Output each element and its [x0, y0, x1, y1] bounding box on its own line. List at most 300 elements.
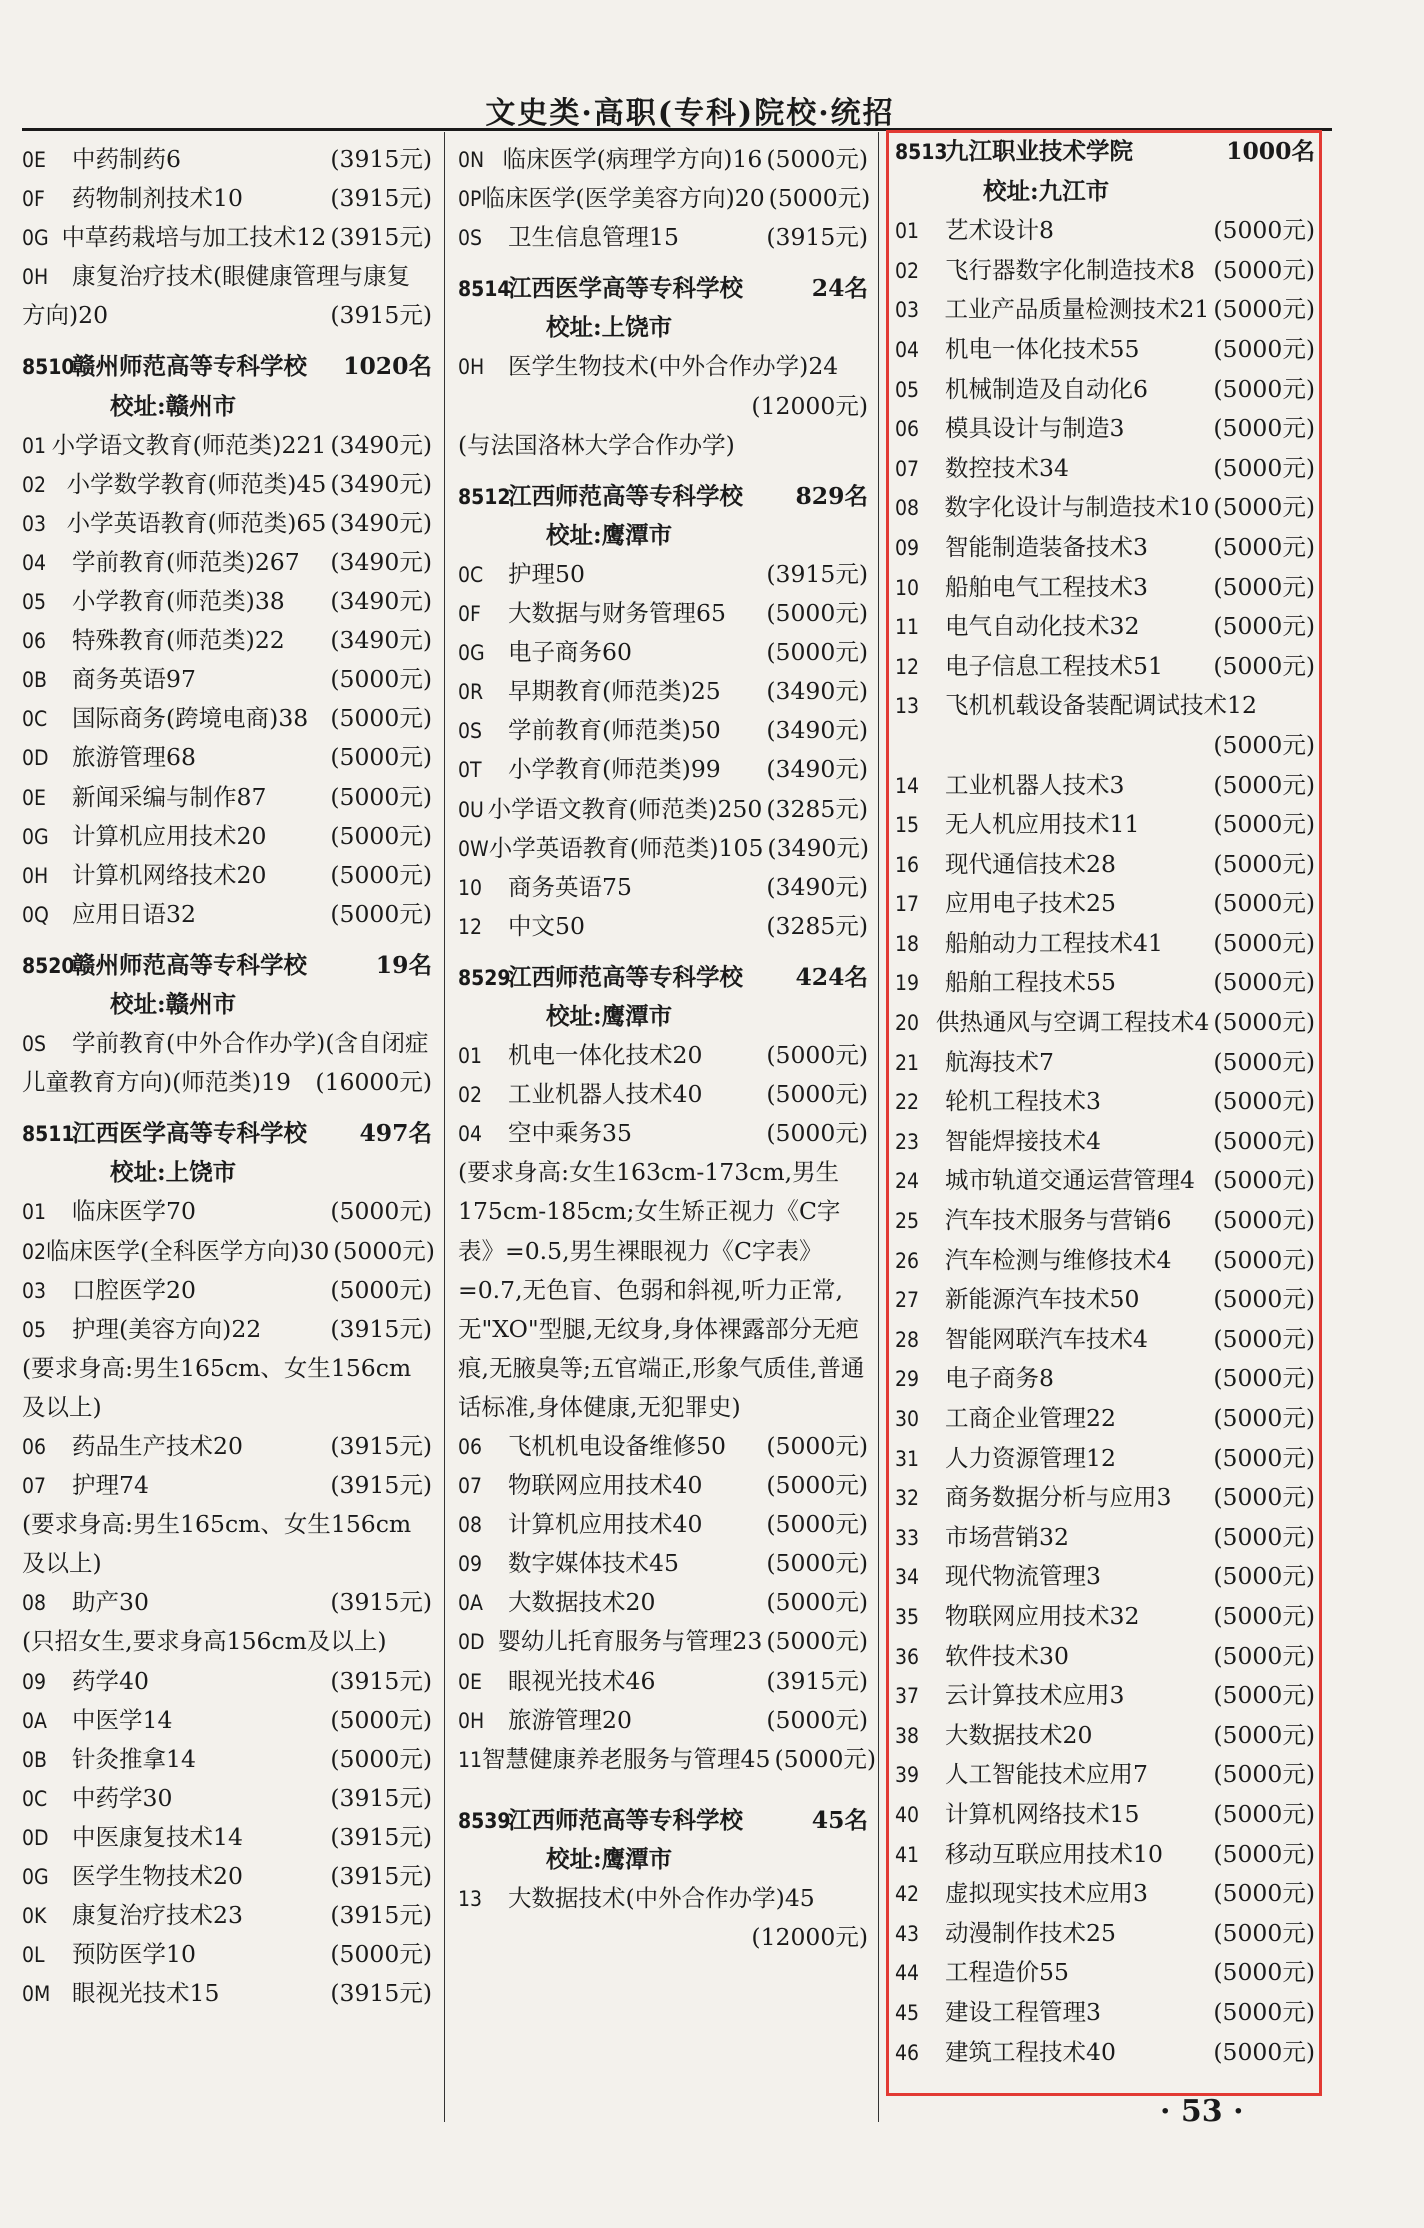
program-name: 汽车检测与维修技术4 — [945, 1245, 1172, 1274]
program-name: 汽车技术服务与营销6 — [945, 1206, 1172, 1235]
wrapped-program — [22, 1024, 432, 1102]
program-code: 06 — [458, 1435, 483, 1459]
program-code: 05 — [895, 377, 920, 402]
program-row — [895, 488, 1315, 528]
program-name: 药物制剂技术10 — [72, 184, 243, 213]
program-fee: (5000元) — [1213, 730, 1315, 759]
program-fee: (5000元) — [1213, 651, 1315, 680]
program-code: 22 — [895, 1090, 920, 1115]
program-fee: (3915元) — [330, 1432, 432, 1460]
program-code: 09 — [22, 1669, 47, 1694]
program-code: 02 — [22, 472, 47, 497]
program-code: 0S — [458, 226, 483, 251]
program-row — [22, 699, 432, 738]
program-name: 计算机应用技术20 — [72, 821, 267, 850]
program-row — [22, 1310, 432, 1349]
program-row — [458, 750, 868, 789]
program-row — [895, 1597, 1315, 1637]
program-fee: (3915元) — [330, 1783, 432, 1812]
program-fee: (5000元) — [330, 704, 432, 733]
program-code: 37 — [895, 1684, 920, 1709]
program-code: 0B — [22, 1747, 47, 1772]
program-fee: (5000元) — [1213, 572, 1315, 601]
program-row — [22, 1466, 432, 1505]
program-fee: (5000元) — [1213, 889, 1315, 918]
program-code: 05 — [22, 590, 47, 615]
column-3 — [895, 132, 1315, 2072]
program-row — [458, 790, 868, 829]
program-name: 智慧健康养老服务与管理45 — [482, 1744, 771, 1773]
program-code: 12 — [895, 654, 920, 679]
program-row — [22, 1271, 432, 1310]
program-row — [22, 738, 432, 777]
program-fee: (5000元) — [1213, 334, 1315, 363]
program-fee: (3285元) — [766, 911, 868, 940]
program-fee: (3915元) — [330, 184, 432, 213]
program-row — [22, 543, 432, 582]
program-fee: (5000元) — [1213, 216, 1315, 245]
school-code: 8510 — [22, 355, 75, 380]
program-name: 助产30 — [72, 1588, 149, 1617]
program-row — [458, 1701, 868, 1740]
school-code: 8539 — [458, 1808, 511, 1833]
column-1 — [22, 140, 435, 2013]
requirement-note: (要求身高:女生163cm-173cm,男生175cm-185cm;女生矫正视力《C字表》=0.5,男生裸眼视力《C字表》=0.7,无色盲、色弱和斜视,听力正常,无"XO"型腿,无纹身,身体裸露部分无疤痕,无腋臭等;五官端正,形象气质佳,普通话标准,身体健康,无犯罪史) — [458, 1158, 865, 1421]
program-name: 学前教育(中外合作办学)(含自闭症 — [72, 1029, 429, 1058]
program-fee: (5000元) — [1213, 1879, 1315, 1908]
program-name: 中文50 — [508, 911, 585, 940]
program-code: 03 — [895, 298, 920, 323]
program-name: 婴幼儿托育服务与管理23 — [497, 1627, 763, 1656]
program-fee: (5000元) — [1213, 1522, 1315, 1551]
program-row — [895, 1953, 1315, 1993]
program-row — [895, 924, 1315, 964]
program-code: 03 — [22, 511, 47, 536]
program-row — [458, 140, 868, 179]
program-name: 智能网联汽车技术4 — [945, 1324, 1148, 1353]
program-name: 人力资源管理12 — [945, 1443, 1116, 1472]
program-row — [895, 805, 1315, 845]
program-fee: (5000元) — [1213, 1641, 1315, 1670]
program-fee: (12000元) — [751, 391, 868, 420]
program-row — [22, 1857, 432, 1896]
program-code: 13 — [895, 694, 920, 719]
program-row — [895, 1795, 1315, 1835]
program-name: 预防医学10 — [72, 1940, 196, 1969]
program-name: 移动互联应用技术10 — [945, 1839, 1163, 1868]
program-fee: (5000元) — [1213, 255, 1315, 284]
program-code: 0H — [458, 355, 485, 380]
program-fee: (3490元) — [330, 587, 432, 616]
program-name: 无人机应用技术11 — [945, 810, 1140, 839]
program-row — [895, 1993, 1315, 2033]
program-list — [895, 211, 1315, 686]
program-name: 旅游管理20 — [508, 1705, 632, 1734]
program-row — [895, 1003, 1315, 1043]
program-name: 针灸推拿14 — [72, 1744, 196, 1773]
program-name: 大数据技术(中外合作办学)45 — [508, 1884, 815, 1913]
program-name: 中医学14 — [72, 1705, 173, 1734]
program-row — [895, 1478, 1315, 1518]
program-row — [22, 582, 432, 621]
program-code: 04 — [458, 1122, 483, 1147]
program-code: 09 — [895, 535, 920, 560]
program-name: 工程造价55 — [945, 1958, 1069, 1987]
program-fee: (3915元) — [330, 145, 432, 173]
school-name: 江西师范高等专科学校 — [508, 1805, 743, 1834]
program-fee: (5000元) — [1213, 849, 1315, 878]
program-fee: (5000元) — [1213, 1364, 1315, 1393]
program-code: 0F — [22, 187, 45, 212]
school-code: 8520 — [22, 953, 75, 978]
program-list — [22, 1192, 435, 1348]
program-name: 商务数据分析与应用3 — [945, 1483, 1172, 1512]
program-list — [458, 1036, 868, 1153]
program-code: 0F — [458, 602, 481, 627]
program-code: 0T — [458, 758, 482, 783]
program-row — [895, 290, 1315, 330]
school-name: 江西师范高等专科学校 — [508, 962, 743, 991]
program-code: 0W — [458, 836, 489, 861]
program-code: 14 — [895, 773, 920, 798]
program-code: 46 — [895, 2040, 920, 2065]
program-fee: (5000元) — [330, 1940, 432, 1969]
program-row — [895, 1320, 1315, 1360]
program-code: 15 — [895, 813, 920, 838]
program-name: 船舶动力工程技术41 — [945, 928, 1163, 957]
program-code: 0L — [22, 1943, 45, 1968]
program-name: 旅游管理68 — [72, 743, 196, 772]
program-row — [895, 1043, 1315, 1083]
program-code: 01 — [895, 219, 920, 244]
program-row — [895, 1399, 1315, 1439]
program-list — [895, 766, 1315, 2073]
program-name: 医学生物技术20 — [72, 1862, 243, 1891]
program-fee: (5000元) — [768, 184, 871, 213]
program-code: 10 — [458, 875, 483, 900]
program-code: 13 — [458, 1887, 483, 1912]
program-name: 人工智能技术应用7 — [945, 1760, 1148, 1789]
school-location: 校址:鹰潭市 — [546, 1001, 673, 1030]
program-fee: (5000元) — [1213, 1681, 1315, 1710]
program-code: 0G — [458, 641, 485, 666]
program-row — [458, 1544, 868, 1583]
school-header — [458, 269, 868, 308]
program-fee: (3285元) — [766, 794, 868, 823]
program-row — [22, 1662, 432, 1701]
program-name: 电子商务60 — [508, 638, 632, 667]
program-row — [895, 647, 1315, 687]
program-fee: (3490元) — [330, 430, 432, 459]
program-name: 大数据技术20 — [945, 1720, 1093, 1749]
program-code: 33 — [895, 1525, 920, 1550]
program-row — [895, 1359, 1315, 1399]
program-code: 0C — [458, 562, 484, 587]
program-row — [22, 1192, 432, 1231]
program-fee: (5000元) — [330, 899, 432, 928]
program-fee: (5000元) — [766, 145, 868, 173]
school-header — [458, 477, 868, 516]
program-row — [895, 1439, 1315, 1479]
school-name: 赣州师范高等专科学校 — [72, 950, 307, 979]
program-code: 06 — [22, 1435, 47, 1459]
program-name: 小学数学教育(师范类)45 — [66, 469, 327, 498]
program-name: 机电一体化技术20 — [508, 1041, 703, 1070]
program-name: 计算机网络技术15 — [945, 1799, 1140, 1828]
program-code: 10 — [895, 575, 920, 600]
program-row — [458, 829, 868, 868]
column-divider — [878, 132, 879, 2122]
school-quota: 1000名 — [1226, 137, 1315, 165]
school-quota: 24名 — [811, 274, 868, 303]
program-code: 0P — [458, 187, 482, 212]
program-fee: (3915元) — [330, 1588, 432, 1617]
program-name: 小学英语教育(师范类)105 — [488, 833, 764, 862]
program-code: 12 — [458, 914, 483, 939]
program-fee: (3915元) — [330, 1862, 432, 1891]
program-fee: (5000元) — [766, 1627, 868, 1656]
program-row — [22, 817, 432, 856]
program-name: 中药制药6 — [72, 145, 181, 173]
program-name: 中医康复技术14 — [72, 1822, 243, 1851]
program-row — [22, 621, 432, 660]
school-location: 校址:赣州市 — [110, 989, 237, 1018]
program-fee: (3490元) — [767, 833, 870, 862]
program-code: 07 — [458, 1474, 483, 1499]
school-code: 8514 — [458, 277, 511, 302]
program-fee: (12000元) — [751, 1923, 868, 1952]
program-name: 工业机器人技术3 — [945, 770, 1125, 799]
school-header — [458, 1801, 868, 1840]
program-code: 07 — [895, 456, 920, 481]
program-fee: (5000元) — [766, 1705, 868, 1734]
program-row — [458, 1740, 877, 1779]
program-name: 轮机工程技术3 — [945, 1087, 1101, 1116]
program-fee: (5000元) — [1213, 374, 1315, 403]
school-header — [22, 946, 432, 985]
program-name: 康复治疗技术23 — [72, 1901, 243, 1930]
program-code: 45 — [895, 2000, 920, 2025]
program-name: 大数据与财务管理65 — [508, 599, 726, 628]
program-row — [895, 884, 1315, 924]
program-name: 护理74 — [72, 1471, 149, 1500]
program-code: 04 — [22, 550, 47, 575]
program-name: 护理50 — [508, 559, 585, 588]
program-row — [458, 1505, 868, 1544]
program-row — [458, 594, 868, 633]
program-fee: (5000元) — [1213, 1839, 1315, 1868]
program-name: 机械制造及自动化6 — [945, 374, 1148, 403]
school-name: 江西师范高等专科学校 — [508, 481, 743, 510]
program-name: 小学教育(师范类)99 — [508, 755, 721, 784]
program-code: 11 — [895, 615, 920, 640]
program-name: 药品生产技术20 — [72, 1432, 243, 1460]
program-list — [22, 426, 432, 934]
program-name: 船舶工程技术55 — [945, 968, 1116, 997]
program-list — [22, 1583, 432, 1622]
school-quota: 829名 — [795, 481, 868, 510]
program-row — [895, 1280, 1315, 1320]
program-code: 17 — [895, 892, 920, 917]
program-fee: (3915元) — [330, 1822, 432, 1851]
program-name: 建设工程管理3 — [945, 1997, 1101, 2026]
school-code: 8529 — [458, 965, 511, 990]
program-row — [895, 1557, 1315, 1597]
program-fee: (5000元) — [766, 1080, 868, 1109]
program-row — [458, 1583, 868, 1622]
program-name: 数字化设计与制造技术10 — [944, 493, 1210, 522]
program-fee: (5000元) — [330, 1275, 432, 1304]
program-code: 42 — [895, 1882, 920, 1907]
program-name-cont: 儿童教育方向)(师范类)19 — [22, 1068, 291, 1097]
program-code: 04 — [895, 337, 920, 362]
program-name: 市场营销32 — [945, 1522, 1069, 1551]
program-code: 39 — [895, 1763, 920, 1788]
program-name: 现代物流管理3 — [945, 1562, 1101, 1591]
program-code: 34 — [895, 1565, 920, 1590]
program-code: 0G — [22, 824, 49, 849]
program-fee: (5000元) — [766, 1432, 868, 1460]
program-list — [458, 140, 871, 257]
school-header — [22, 1114, 432, 1153]
program-fee: (5000元) — [1213, 453, 1315, 482]
program-fee: (5000元) — [330, 1197, 432, 1226]
program-list — [22, 1427, 432, 1505]
program-code: 0C — [22, 1786, 48, 1811]
program-fee: (5000元) — [1213, 1760, 1315, 1789]
program-row — [22, 1779, 432, 1818]
program-code: 0C — [22, 707, 48, 732]
program-fee: (5000元) — [1213, 612, 1315, 641]
program-code: 01 — [22, 1200, 47, 1225]
program-code: 09 — [458, 1552, 483, 1577]
program-name: 口腔医学20 — [72, 1275, 196, 1304]
program-fee: (5000元) — [1213, 2037, 1315, 2066]
program-fee: (5000元) — [1213, 532, 1315, 561]
program-code: 0S — [22, 1032, 47, 1057]
program-fee: (5000元) — [774, 1744, 877, 1773]
program-name: 早期教育(师范类)25 — [508, 677, 721, 706]
program-row — [22, 660, 432, 699]
program-name: 医学生物技术(中外合作办学)24 — [508, 352, 839, 381]
program-fee: (3490元) — [330, 508, 432, 537]
program-code: 0E — [22, 148, 46, 172]
program-row — [895, 1716, 1315, 1756]
program-code: 28 — [895, 1327, 920, 1352]
program-name: 供热通风与空调工程技术4 — [935, 1008, 1210, 1037]
program-row — [22, 140, 432, 179]
program-fee: (5000元) — [1213, 1008, 1315, 1037]
program-code: 26 — [895, 1248, 920, 1273]
program-name: 电子商务8 — [945, 1364, 1054, 1393]
program-fee: (5000元) — [330, 860, 432, 889]
program-code: 08 — [22, 1591, 47, 1616]
program-code: 01 — [458, 1044, 483, 1069]
program-row — [895, 2033, 1315, 2073]
program-row — [458, 672, 868, 711]
program-row — [22, 465, 432, 504]
program-name: 小学语文教育(师范类)250 — [487, 794, 763, 823]
program-row — [22, 1896, 432, 1935]
program-code: 02 — [895, 258, 920, 283]
program-name: 软件技术30 — [945, 1641, 1069, 1670]
program-row — [22, 778, 432, 817]
program-code: 07 — [22, 1474, 47, 1499]
requirement-note: (只招女生,要求身高156cm及以上) — [22, 1627, 387, 1656]
program-fee: (3915元) — [766, 223, 868, 252]
program-name: 现代通信技术28 — [945, 849, 1116, 878]
program-name: 应用日语32 — [72, 899, 196, 928]
program-row — [458, 179, 871, 218]
cooperation-note: (与法国洛林大学合作办学) — [458, 430, 735, 459]
program-row — [22, 1740, 432, 1779]
program-fee: (5000元) — [1213, 414, 1315, 443]
program-row — [22, 1701, 432, 1740]
program-row — [458, 1662, 868, 1701]
program-fee: (5000元) — [1213, 1958, 1315, 1987]
program-code: 02 — [22, 1239, 47, 1264]
program-name: 临床医学(医学美容方向)20 — [481, 184, 765, 213]
program-name: 数控技术34 — [945, 453, 1069, 482]
program-name: 眼视光技术15 — [72, 1979, 220, 2008]
program-row — [22, 179, 432, 218]
program-code: 0M — [22, 1982, 51, 2007]
program-fee: (16000元) — [315, 1068, 432, 1097]
program-fee: (5000元) — [1213, 1047, 1315, 1076]
program-code: 0H — [22, 863, 49, 888]
program-fee: (5000元) — [1213, 493, 1315, 522]
program-name: 飞机机电设备维修50 — [508, 1432, 726, 1460]
program-code: 0Q — [22, 902, 49, 927]
program-code: 27 — [895, 1288, 920, 1313]
program-row — [895, 370, 1315, 410]
program-fee: (5000元) — [330, 782, 432, 811]
school-code: 8513 — [895, 140, 948, 164]
program-code: 0E — [22, 785, 46, 810]
program-fee: (5000元) — [766, 599, 868, 628]
school-name: 江西医学高等专科学校 — [72, 1119, 307, 1148]
school-location: 校址:鹰潭市 — [546, 1844, 673, 1873]
program-name: 数字媒体技术45 — [508, 1549, 679, 1578]
program-name: 商务英语97 — [72, 665, 196, 694]
program-name: 护理(美容方向)22 — [72, 1314, 262, 1343]
program-name: 新能源汽车技术50 — [945, 1285, 1140, 1314]
program-row — [895, 528, 1315, 568]
program-fee: (5000元) — [1213, 1126, 1315, 1155]
program-fee: (5000元) — [1213, 1443, 1315, 1472]
program-code: 01 — [22, 433, 47, 458]
program-code: 0A — [22, 1708, 47, 1733]
program-row — [458, 907, 868, 946]
program-row — [895, 1676, 1315, 1716]
program-fee: (5000元) — [766, 1119, 868, 1148]
program-fee: (5000元) — [766, 638, 868, 667]
school-code: 8512 — [458, 484, 511, 509]
school-location: 校址:九江市 — [983, 176, 1110, 205]
program-fee: (5000元) — [1213, 770, 1315, 799]
program-code: 0H — [458, 1708, 485, 1733]
program-fee: (5000元) — [330, 1744, 432, 1773]
program-fee: (5000元) — [1213, 1918, 1315, 1947]
program-code: 19 — [895, 971, 920, 996]
program-list — [22, 140, 432, 257]
page-number: · 53 · — [1160, 2094, 1244, 2129]
program-code: 40 — [895, 1802, 920, 1827]
program-row — [895, 409, 1315, 449]
program-row — [22, 1583, 432, 1622]
program-name: 艺术设计8 — [945, 216, 1054, 245]
program-fee: (3490元) — [766, 677, 868, 706]
